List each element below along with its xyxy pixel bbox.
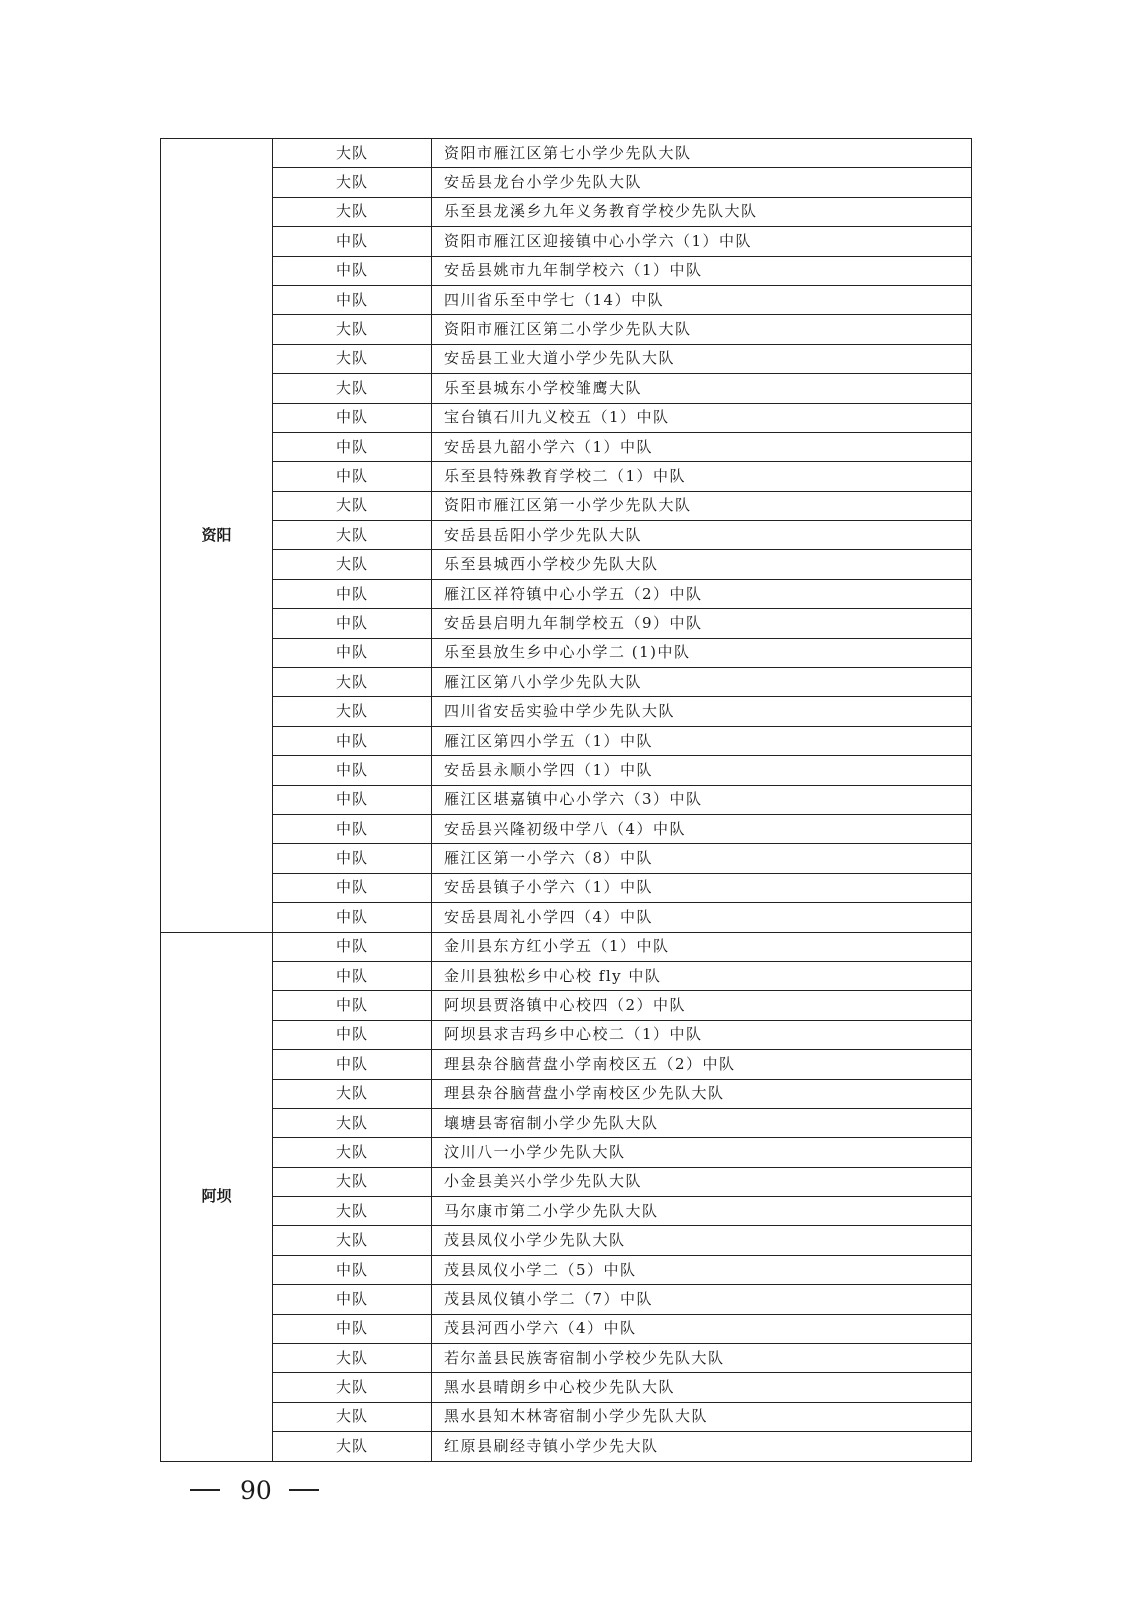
table-row [161, 1314, 972, 1343]
footer-dash-right [289, 1489, 319, 1491]
table-row [161, 374, 972, 403]
unit-type-cell: 大队 [273, 168, 432, 197]
unit-name-cell: 雁江区第四小学五（1）中队 [432, 726, 972, 755]
unit-type-cell: 大队 [273, 550, 432, 579]
unit-name-cell: 乐至县放生乡中心小学二 (1)中队 [432, 638, 972, 667]
unit-name-cell: 宝台镇石川九义校五（1）中队 [432, 403, 972, 432]
unit-name-cell: 雁江区第八小学少先队大队 [432, 668, 972, 697]
table-row [161, 521, 972, 550]
unit-type-cell: 中队 [273, 1020, 432, 1049]
unit-type-cell: 大队 [273, 1226, 432, 1255]
unit-type-cell: 大队 [273, 1108, 432, 1137]
unit-name-cell: 安岳县龙台小学少先队大队 [432, 168, 972, 197]
unit-name-cell: 茂县凤仪小学二（5）中队 [432, 1255, 972, 1284]
unit-name-cell: 资阳市雁江区第一小学少先队大队 [432, 491, 972, 520]
unit-type-cell: 大队 [273, 521, 432, 550]
table-row [161, 668, 972, 697]
unit-name-cell: 乐至县龙溪乡九年义务教育学校少先队大队 [432, 197, 972, 226]
unit-name-cell: 乐至县特殊教育学校二（1）中队 [432, 462, 972, 491]
table-row [161, 814, 972, 843]
table-row [161, 961, 972, 990]
unit-name-cell: 若尔盖县民族寄宿制小学校少先队大队 [432, 1344, 972, 1373]
table-row [161, 139, 972, 168]
unit-name-cell: 安岳县镇子小学六（1）中队 [432, 873, 972, 902]
unit-type-cell: 中队 [273, 1285, 432, 1314]
table-row [161, 579, 972, 608]
unit-name-cell: 安岳县工业大道小学少先队大队 [432, 344, 972, 373]
unit-type-cell: 大队 [273, 1432, 432, 1461]
table-row [161, 873, 972, 902]
unit-name-cell: 资阳市雁江区第二小学少先队大队 [432, 315, 972, 344]
table-row [161, 844, 972, 873]
unit-type-cell: 中队 [273, 903, 432, 932]
unit-type-cell: 大队 [273, 344, 432, 373]
unit-type-cell: 中队 [273, 756, 432, 785]
unit-type-cell: 大队 [273, 374, 432, 403]
page-footer [190, 1470, 330, 1510]
table-row [161, 991, 972, 1020]
table-row [161, 1108, 972, 1137]
unit-name-cell: 理县杂谷脑营盘小学南校区少先队大队 [432, 1079, 972, 1108]
unit-type-cell: 中队 [273, 873, 432, 902]
unit-type-cell: 大队 [273, 1167, 432, 1196]
table-row [161, 903, 972, 932]
table-row [161, 785, 972, 814]
table-row [161, 227, 972, 256]
unit-type-cell: 大队 [273, 1197, 432, 1226]
unit-name-cell: 红原县刷经寺镇小学少先大队 [432, 1432, 972, 1461]
unit-name-cell: 黑水县知木林寄宿制小学少先队大队 [432, 1402, 972, 1431]
unit-name-cell: 安岳县九韶小学六（1）中队 [432, 432, 972, 461]
table-row [161, 168, 972, 197]
unit-type-cell: 中队 [273, 726, 432, 755]
table-row [161, 1079, 972, 1108]
unit-type-cell: 中队 [273, 227, 432, 256]
unit-type-cell: 大队 [273, 668, 432, 697]
unit-type-cell: 大队 [273, 1079, 432, 1108]
unit-name-cell: 茂县凤仪镇小学二（7）中队 [432, 1285, 972, 1314]
unit-name-cell: 黑水县晴朗乡中心校少先队大队 [432, 1373, 972, 1402]
unit-type-cell: 中队 [273, 432, 432, 461]
table-row [161, 697, 972, 726]
table-row [161, 1197, 972, 1226]
unit-type-cell: 中队 [273, 1314, 432, 1343]
table-row [161, 726, 972, 755]
unit-name-cell: 金川县独松乡中心校 fly 中队 [432, 961, 972, 990]
table-row [161, 344, 972, 373]
unit-name-cell: 安岳县永顺小学四（1）中队 [432, 756, 972, 785]
unit-type-cell: 大队 [273, 315, 432, 344]
table-row [161, 1020, 972, 1049]
unit-name-cell: 雁江区祥符镇中心小学五（2）中队 [432, 579, 972, 608]
unit-type-cell: 中队 [273, 991, 432, 1020]
table-row [161, 1138, 972, 1167]
unit-name-cell: 安岳县周礼小学四（4）中队 [432, 903, 972, 932]
unit-name-cell: 雁江区第一小学六（8）中队 [432, 844, 972, 873]
table-row [161, 432, 972, 461]
table-row [161, 403, 972, 432]
unit-name-cell: 资阳市雁江区迎接镇中心小学六（1）中队 [432, 227, 972, 256]
unit-name-cell: 乐至县城西小学校少先队大队 [432, 550, 972, 579]
unit-type-cell: 大队 [273, 197, 432, 226]
unit-type-cell: 大队 [273, 1373, 432, 1402]
table-row [161, 756, 972, 785]
unit-type-cell: 中队 [273, 256, 432, 285]
unit-name-cell: 安岳县岳阳小学少先队大队 [432, 521, 972, 550]
unit-type-cell: 中队 [273, 1050, 432, 1079]
table-row [161, 256, 972, 285]
unit-name-cell: 理县杂谷脑营盘小学南校区五（2）中队 [432, 1050, 972, 1079]
table-row [161, 491, 972, 520]
unit-type-cell: 大队 [273, 1344, 432, 1373]
unit-name-cell: 马尔康市第二小学少先队大队 [432, 1197, 972, 1226]
unit-name-cell: 壤塘县寄宿制小学少先队大队 [432, 1108, 972, 1137]
table-row [161, 638, 972, 667]
table-row [161, 1344, 972, 1373]
unit-type-cell: 中队 [273, 403, 432, 432]
unit-name-cell: 安岳县兴隆初级中学八（4）中队 [432, 814, 972, 843]
unit-type-cell: 中队 [273, 785, 432, 814]
unit-type-cell: 中队 [273, 1255, 432, 1284]
table-row [161, 1402, 972, 1431]
unit-name-cell: 阿坝县求吉玛乡中心校二（1）中队 [432, 1020, 972, 1049]
unit-type-cell: 中队 [273, 932, 432, 961]
table-row [161, 1373, 972, 1402]
table-row [161, 1226, 972, 1255]
unit-type-cell: 中队 [273, 285, 432, 314]
table-row [161, 609, 972, 638]
unit-name-cell: 乐至县城东小学校雏鹰大队 [432, 374, 972, 403]
unit-name-cell: 阿坝县贾洛镇中心校四（2）中队 [432, 991, 972, 1020]
table-row [161, 550, 972, 579]
table-row [161, 1432, 972, 1461]
unit-type-cell: 大队 [273, 1138, 432, 1167]
page-number: 90 [240, 1475, 272, 1505]
unit-name-cell: 资阳市雁江区第七小学少先队大队 [432, 139, 972, 168]
unit-name-cell: 四川省安岳实验中学少先队大队 [432, 697, 972, 726]
unit-type-cell: 中队 [273, 609, 432, 638]
table-row [161, 1050, 972, 1079]
unit-name-cell: 安岳县姚市九年制学校六（1）中队 [432, 256, 972, 285]
table-row [161, 932, 972, 961]
unit-name-cell: 金川县东方红小学五（1）中队 [432, 932, 972, 961]
table-row [161, 285, 972, 314]
region-cell: 资阳 [161, 139, 273, 933]
region-cell: 阿坝 [161, 932, 273, 1461]
unit-type-cell: 中队 [273, 961, 432, 990]
honor-list-table [160, 138, 972, 1462]
unit-name-cell: 小金县美兴小学少先队大队 [432, 1167, 972, 1196]
unit-type-cell: 中队 [273, 814, 432, 843]
unit-name-cell: 茂县凤仪小学少先队大队 [432, 1226, 972, 1255]
unit-type-cell: 大队 [273, 139, 432, 168]
unit-type-cell: 中队 [273, 462, 432, 491]
unit-type-cell: 中队 [273, 844, 432, 873]
table-row [161, 197, 972, 226]
table-row [161, 1255, 972, 1284]
table-row [161, 315, 972, 344]
table-row [161, 462, 972, 491]
unit-name-cell: 汶川八一小学少先队大队 [432, 1138, 972, 1167]
table-body [161, 139, 972, 1462]
unit-name-cell: 安岳县启明九年制学校五（9）中队 [432, 609, 972, 638]
unit-type-cell: 大队 [273, 697, 432, 726]
unit-type-cell: 中队 [273, 638, 432, 667]
unit-name-cell: 茂县河西小学六（4）中队 [432, 1314, 972, 1343]
unit-name-cell: 四川省乐至中学七（14）中队 [432, 285, 972, 314]
unit-type-cell: 大队 [273, 491, 432, 520]
footer-dash-left [190, 1489, 220, 1491]
table-row [161, 1167, 972, 1196]
unit-name-cell: 雁江区堪嘉镇中心小学六（3）中队 [432, 785, 972, 814]
unit-type-cell: 中队 [273, 579, 432, 608]
unit-type-cell: 大队 [273, 1402, 432, 1431]
table-row [161, 1285, 972, 1314]
